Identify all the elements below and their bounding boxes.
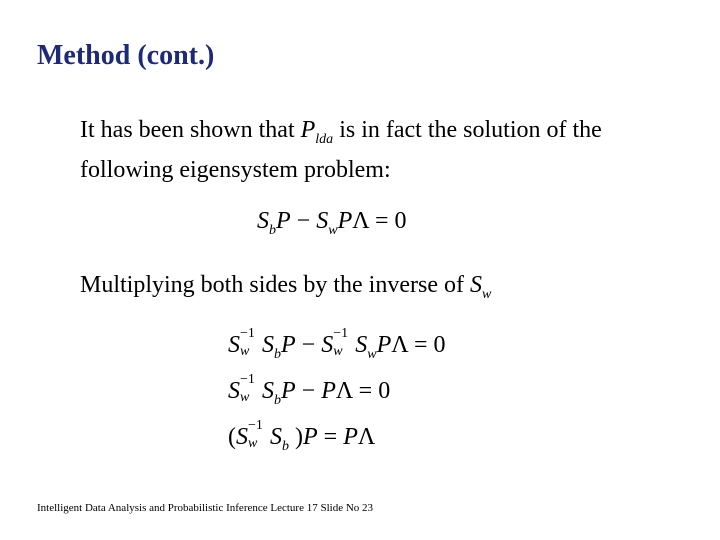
slide-title: Method (cont.) (37, 40, 215, 71)
intro-text-pre: It has been shown that (80, 117, 301, 143)
equation-eigensystem: $S_bP - S_wP\Lambda = 0$ (257, 208, 407, 238)
intro-paragraph (80, 115, 700, 185)
multiply-var: S (469, 272, 482, 298)
slide-footer: Intelligent Data Analysis and Probabilistic Inference Lecture 17 Slide No 23 (37, 502, 374, 514)
intro-text-post: is in fact the solution of the following eigensystem problem: (80, 117, 602, 183)
intro-var-subscript: lda (315, 132, 334, 147)
multiply-text: Multiplying both sides by the inverse of (80, 272, 470, 298)
multiply-var-subscript: w (481, 287, 492, 302)
multiply-paragraph (80, 270, 491, 310)
equation-simplified: S −1 w $S_bP - P\Lambda = 0$ (228, 372, 391, 408)
equation-multiplied: S −1 w $S_bP - S$ −1 w $S_wP\Lambda = 0$ (228, 326, 446, 362)
intro-var: P (300, 117, 316, 143)
equation-final: (S −1 w $S_b$ )P = PΛ (228, 418, 376, 454)
